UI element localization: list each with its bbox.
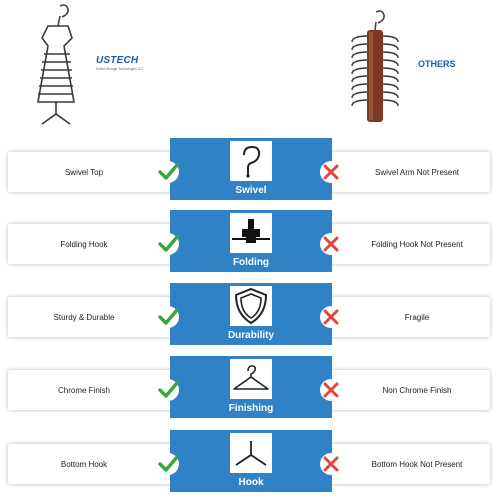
ustech-feature-text: Chrome Finish <box>57 385 110 395</box>
feature-panel-finishing <box>170 356 332 418</box>
cross-icon <box>320 453 342 475</box>
others-feature-text: Fragile <box>404 312 430 322</box>
feature-icon-box <box>230 213 272 253</box>
cross-icon <box>320 233 342 255</box>
comparison-row-finishing <box>0 356 500 430</box>
competitor-hanger-image <box>340 8 410 128</box>
comparison-row-folding <box>0 210 500 284</box>
bottom-hook-icon <box>230 433 272 473</box>
hanger-icon <box>230 359 272 399</box>
check-icon <box>157 453 179 475</box>
swivel-hook-icon <box>230 141 272 181</box>
others-feature-text: Bottom Hook Not Present <box>371 459 463 469</box>
feature-panel-hook <box>170 430 332 492</box>
ustech-feature-text: Sturdy & Durable <box>53 312 115 322</box>
others-feature-text: Non Chrome Finish <box>382 385 452 395</box>
feature-label: Folding <box>232 257 270 268</box>
feature-label: Durability <box>227 330 275 341</box>
feature-icon-box <box>230 286 272 326</box>
feature-label: Swivel <box>235 185 267 196</box>
others-feature-text: Swivel Arm Not Present <box>374 167 460 177</box>
cross-icon <box>320 161 342 183</box>
brand-tagline: United Storage Technologies LLC <box>96 67 144 71</box>
others-feature-text: Folding Hook Not Present <box>371 239 463 249</box>
folding-hook-icon <box>230 213 272 253</box>
check-icon <box>157 379 179 401</box>
competitor-label: OTHERS <box>418 59 456 69</box>
shield-icon <box>230 286 272 326</box>
feature-icon-box <box>230 433 272 473</box>
comparison-row-swivel <box>0 138 500 212</box>
ustech-hanger-image <box>20 2 92 130</box>
ustech-feature-text: Swivel Top <box>64 167 104 177</box>
cross-icon <box>320 379 342 401</box>
feature-panel-durability <box>170 283 332 345</box>
feature-panel-swivel <box>170 138 332 200</box>
cross-icon <box>320 306 342 328</box>
check-icon <box>157 161 179 183</box>
check-icon <box>157 233 179 255</box>
feature-label: Hook <box>238 477 264 488</box>
feature-icon-box <box>230 141 272 181</box>
feature-panel-folding <box>170 210 332 272</box>
ustech-feature-text: Bottom Hook <box>60 459 108 469</box>
comparison-row-durability <box>0 283 500 357</box>
brand-name: USTECH <box>96 55 139 66</box>
brand-logo <box>96 55 156 75</box>
ustech-feature-text: Folding Hook <box>60 239 108 249</box>
comparison-row-hook <box>0 430 500 504</box>
feature-icon-box <box>230 359 272 399</box>
check-icon <box>157 306 179 328</box>
feature-label: Finishing <box>228 403 274 414</box>
